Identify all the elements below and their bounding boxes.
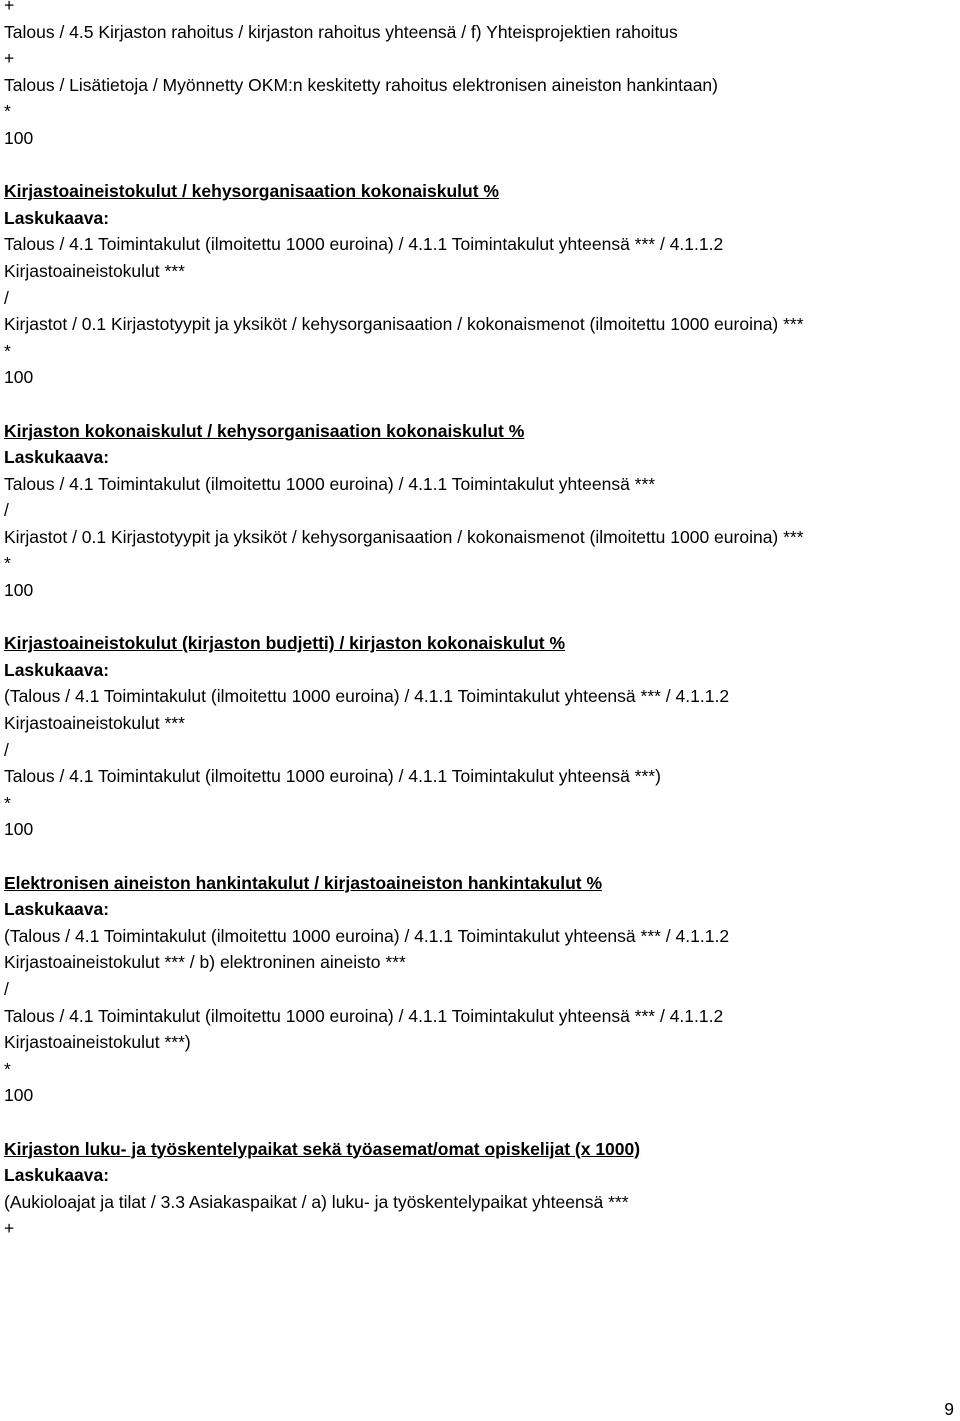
formula-operator: * — [4, 340, 11, 361]
section-heading: Kirjaston kokonaiskulut / kehysorganisaation kokonaiskulut % — [4, 420, 525, 441]
spacer — [4, 843, 956, 870]
formula-operator: * — [4, 553, 11, 574]
formula-line: Kirjastoaineistokulut *** — [4, 713, 185, 734]
spacer — [4, 391, 956, 418]
formula-line: (Talous / 4.1 Toimintakulut (ilmoitettu 1000 euroina) / 4.1.1 Toimintakulut yhteensä *** / 4.1.1.2 — [4, 925, 730, 946]
formula-label: Laskukaava: — [4, 207, 110, 228]
section-heading: Elektronisen aineiston hankintakulut / kirjastoaineiston hankintakulut % — [4, 872, 603, 893]
formula-line: Talous / 4.1 Toimintakulut (ilmoitettu 1000 euroina) / 4.1.1 Toimintakulut yhteensä *** / 4.1.1.2 — [4, 234, 724, 255]
document-page — [4, 0, 956, 1242]
formula-line: Kirjastot / 0.1 Kirjastotyypit ja yksiköt / kehysorganisaation / kokonaismenot (ilmoitettu 1000 euroina) *** — [4, 526, 804, 547]
formula-line: Kirjastoaineistokulut *** — [4, 260, 185, 281]
formula-line: Kirjastoaineistokulut *** / b) elektroninen aineisto *** — [4, 952, 406, 973]
formula-line: 100 — [4, 1085, 34, 1106]
section-elektronisen-aineiston-hankintakulut — [4, 870, 956, 1109]
formula-operator: + — [4, 48, 15, 69]
page-number: 9 — [944, 1399, 954, 1419]
formula-line: 100 — [4, 580, 34, 601]
formula-operator: / — [4, 739, 9, 760]
spacer — [4, 1109, 956, 1136]
formula-line: Talous / 4.5 Kirjaston rahoitus / kirjaston rahoitus yhteensä / f) Yhteisprojektien rahoitus — [4, 21, 678, 42]
section-kirjastoaineistokulut-kehysorganisaatio — [4, 178, 956, 391]
formula-line: 100 — [4, 367, 34, 388]
section-heading: Kirjastoaineistokulut (kirjaston budjetti) / kirjaston kokonaiskulut % — [4, 633, 566, 654]
formula-line: Kirjastoaineistokulut ***) — [4, 1032, 191, 1053]
formula-operator: + — [4, 1218, 15, 1239]
formula-operator: * — [4, 1058, 11, 1079]
formula-operator: / — [4, 500, 9, 521]
formula-line: Talous / 4.1 Toimintakulut (ilmoitettu 1000 euroina) / 4.1.1 Toimintakulut yhteensä *** — [4, 473, 656, 494]
formula-line: Talous / Lisätietoja / Myönnetty OKM:n keskitetty rahoitus elektronisen aineiston hankintaan) — [4, 74, 718, 95]
formula-operator: / — [4, 978, 9, 999]
formula-operator: + — [4, 0, 15, 15]
formula-line: Talous / 4.1 Toimintakulut (ilmoitettu 1000 euroina) / 4.1.1 Toimintakulut yhteensä ***) — [4, 766, 661, 787]
section-kirjastoaineistokulut-budjetti — [4, 630, 956, 843]
formula-label: Laskukaava: — [4, 899, 110, 920]
formula-operator: * — [4, 792, 11, 813]
formula-line: 100 — [4, 819, 34, 840]
formula-line: (Talous / 4.1 Toimintakulut (ilmoitettu 1000 euroina) / 4.1.1 Toimintakulut yhteensä *** / 4.1.1.2 — [4, 686, 730, 707]
formula-line: Kirjastot / 0.1 Kirjastotyypit ja yksiköt / kehysorganisaation / kokonaismenot (ilmoitettu 1000 euroina) *** — [4, 314, 804, 335]
section-heading: Kirjaston luku- ja työskentelypaikat sekä työasemat/omat opiskelijat (x 1000) — [4, 1138, 641, 1159]
formula-line: Talous / 4.1 Toimintakulut (ilmoitettu 1000 euroina) / 4.1.1 Toimintakulut yhteensä *** / 4.1.1.2 — [4, 1005, 724, 1026]
section-heading: Kirjastoaineistokulut / kehysorganisaation kokonaiskulut % — [4, 181, 499, 202]
formula-line: (Aukioloajat ja tilat / 3.3 Asiakaspaikat / a) luku- ja työskentelypaikat yhteensä *** — [4, 1191, 629, 1212]
spacer — [4, 604, 956, 631]
section-kirjaston-kokonaiskulut — [4, 418, 956, 604]
formula-label: Laskukaava: — [4, 659, 110, 680]
formula-operator: * — [4, 101, 11, 122]
formula-label: Laskukaava: — [4, 1165, 110, 1186]
formula-line: 100 — [4, 127, 34, 148]
top-formula-block — [4, 0, 956, 152]
section-luku-ja-tyoskentelypaikat — [4, 1136, 956, 1242]
formula-label: Laskukaava: — [4, 447, 110, 468]
formula-operator: / — [4, 287, 9, 308]
spacer — [4, 152, 956, 179]
